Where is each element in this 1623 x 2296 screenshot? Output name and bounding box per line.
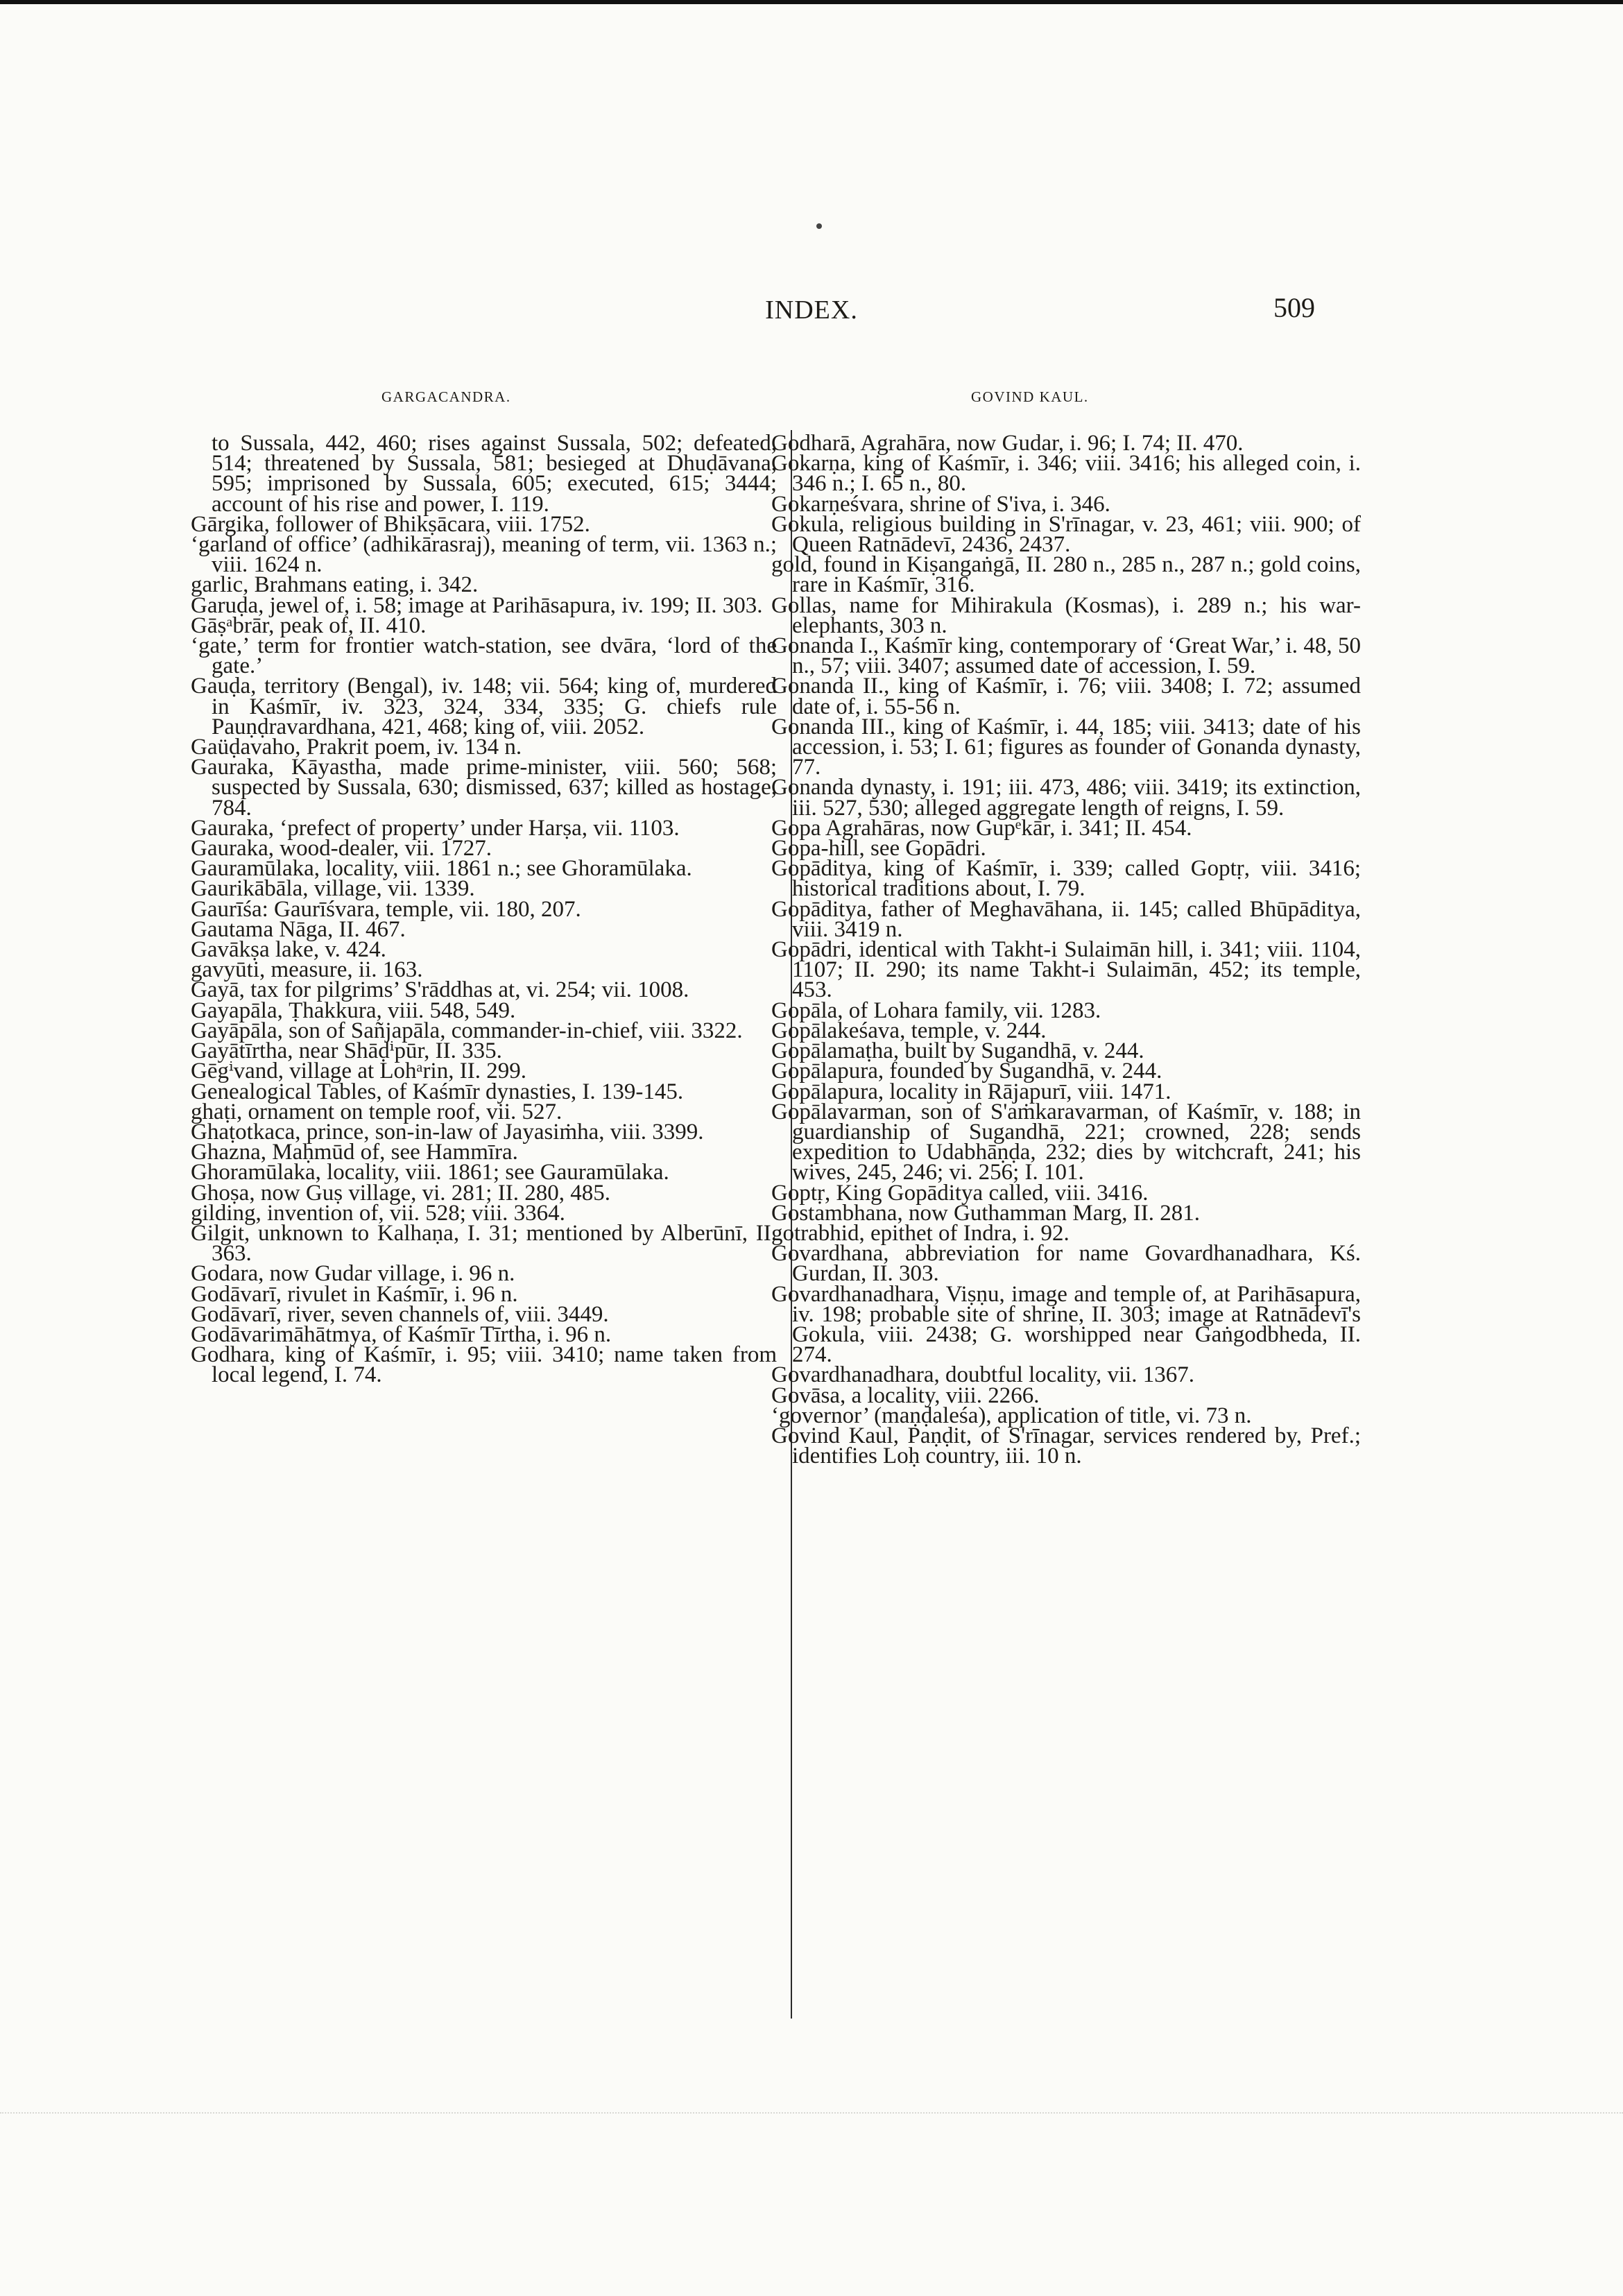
index-entry: Godharā, Agrahāra, now Gudar, i. 96; I. 74; II. 470. [771,431,1244,456]
index-entry: Govardhanadhara, doubtful locality, vii. 1367. [771,1362,1195,1388]
index-entry: ghaṭi, ornament on temple roof, vii. 527. [191,1099,563,1124]
right-column [771,431,1361,1469]
index-entry: Gollas, name for Mihirakula (Kosmas), i. 289 n.; his war-elephants, 303 n. [771,592,1361,638]
index-entry: Gaurīśa: Gaurīśvara, temple, vii. 180, 207. [191,896,581,922]
index-entry: Gopālakeśava, temple, v. 244. [771,1018,1047,1043]
ink-speck [816,223,822,229]
index-entry: Gopa Agrahāras, now Gupᵉkār, i. 341; II. 454. [771,815,1192,841]
index-entry: garlic, Brahmans eating, i. 342. [191,572,479,598]
left-column [191,431,777,1388]
index-entry: Gopālapura, founded by Sugandhā, v. 244. [771,1059,1162,1084]
index-entry: Godara, now Gudar village, i. 96 n. [191,1261,515,1287]
index-entry: Gopālamaṭha, built by Sugandhā, v. 244. [771,1038,1144,1064]
index-entry: gotrabhid, epithet of Indra, i. 92. [771,1220,1070,1246]
index-entry: Gonanda II., king of Kaśmīr, i. 76; viii. 3408; I. 72; assumed date of, i. 55-56 n. [771,674,1361,719]
index-entry: Gaüḍavaho, Prakrit poem, iv. 134 n. [191,735,522,760]
index-entry: Gautama Nāga, II. 467. [191,916,406,942]
index-entry: Gokarṇa, king of Kaśmīr, i. 346; viii. 3416; his alleged coin, i. 346 n.; I. 65 n., 80. [771,451,1361,497]
index-entry: Gauraka, Kāyastha, made prime-minister, viii. 560; 568; suspected by Sussala, 630; dismissed, 637; killed as hostage, 784. [191,755,777,821]
index-entry: gold, found in Kiṣangaṅgā, II. 280 n., 285 n., 287 n.; gold coins, rare in Kaśmīr, 316. [771,552,1361,598]
index-entry: Gopāla, of Lohara family, vii. 1283. [771,997,1101,1023]
index-entry: Gopa-hill, see Gopādri. [771,836,986,862]
index-entry: Gopādri, identical with Takht-i Sulaimān hill, i. 341; viii. 1104, 1107; II. 290; its name Takht-i Sulaimān, 452; its temple, 453. [771,937,1361,1003]
index-entry: Goptṛ, King Gopāditya called, viii. 3416. [771,1180,1149,1206]
index-entry: Gauraka, ‘prefect of property’ under Harṣa, vii. 1103. [191,815,680,841]
index-entry: Ghoramūlaka, locality, viii. 1861; see Gauramūlaka. [191,1160,669,1185]
index-entry: Gauraka, wood-dealer, vii. 1727. [191,836,492,862]
index-entry: Gaurikābāla, village, vii. 1339. [191,876,475,902]
index-entry: Ghoṣa, now Guṣ village, vi. 281; II. 280, 485. [191,1180,610,1206]
index-entry: Gauḍa, territory (Bengal), iv. 148; vii. 564; king of, murdered in Kaśmīr, iv. 323, 324, 334, 335; G. chiefs rule Pauṇḍravardhana, 421, 468; king of, viii. 2052. [191,674,777,739]
index-entry: Govāsa, a locality, viii. 2266. [771,1382,1040,1408]
top-border-line [0,0,1623,4]
index-entry: Gauramūlaka, locality, viii. 1861 n.; see Ghoramūlaka. [191,856,692,882]
index-entry: to Sussala, 442, 460; rises against Sussala, 502; defeated, 514; threatened by Sussala, 581; besieged at Dhuḍāvana, 595; imprisoned by Sussala, 605; executed, 615; 3444; account of his rise and power, I. 119. [212,431,777,517]
index-entry: Godāvarī, rivulet in Kaśmīr, i. 96 n. [191,1281,518,1307]
index-entry: Gopālapura, locality in Rājapurī, viii. 1471. [771,1079,1171,1104]
index-entry: Govind Kaul, Paṇḍit, of S'rīnagar, services rendered by, Pref.; identifies Loḥ country, iii. 10 n. [771,1423,1361,1469]
running-head: INDEX. [765,295,858,325]
right-column-head: GOVIND KAUL. [971,388,1089,405]
index-entry: Gayapāla, Ṭhakkura, viii. 548, 549. [191,997,516,1023]
index-entry: Govardhana, abbreviation for name Govardhanadhara, Kś. Gurdan, II. 303. [771,1241,1361,1287]
index-entry: Ghaṭotkaca, prince, son-in-law of Jayasiṁha, viii. 3399. [191,1119,704,1145]
page-number: 509 [1273,292,1315,323]
index-entry: Gopāditya, father of Meghavāhana, ii. 145; called Bhūpāditya, viii. 3419 n. [771,896,1361,942]
index-entry: Gāṣᵃbrār, peak of, II. 410. [191,612,427,638]
index-entry: Genealogical Tables, of Kaśmīr dynasties, I. 139-145. [191,1079,684,1104]
index-entry: ‘governor’ (maṇḍaleśa), application of title, vi. 73 n. [771,1403,1252,1428]
index-entry: Gēgⁱvand, village at Lohᵃrin, II. 299. [191,1059,526,1084]
index-entry: Gavākṣa lake, v. 424. [191,937,386,963]
index-entry: Govardhanadhara, Viṣṇu, image and temple of, at Parihāsapura, iv. 198; probable site of shrine, II. 303; image at Ratnādevī's Gokula, viii. 2438; G. worshipped near Gaṅgodbheda, II. 274. [771,1281,1361,1368]
index-entry: Gonanda III., king of Kaśmīr, i. 44, 185; viii. 3413; date of his accession, i. 53; I. 61; figures as founder of Gonanda dynasty, 77. [771,714,1361,780]
index-entry: Godāvarī, river, seven channels of, viii. 3449. [191,1301,609,1327]
index-entry: Gayātīrtha, near Shāḍⁱpūr, II. 335. [191,1038,502,1064]
scan-edge-noise [0,2112,1623,2118]
index-entry: Ghazna, Maḥmūd of, see Hammīra. [191,1140,518,1165]
index-entry: Gayāpāla, son of Sañjapāla, commander-in-chief, viii. 3322. [191,1018,743,1043]
index-entry: ‘garland of office’ (adhikārasraj), meaning of term, vii. 1363 n.; viii. 1624 n. [191,532,777,578]
left-column-head: GARGACANDRA. [381,388,511,405]
index-entry: Godāvarimāhātmya, of Kaśmīr Tīrtha, i. 96 n. [191,1321,612,1347]
index-entry: ‘gate,’ term for frontier watch-station, see dvāra, ‘lord of the gate.’ [191,633,777,679]
index-entry: gilding, invention of, vii. 528; viii. 3364. [191,1200,565,1226]
index-entry: Gilgit, unknown to Kalhaṇa, I. 31; mentioned by Alberūnī, II. 363. [191,1220,777,1267]
index-entry: Godhara, king of Kaśmīr, i. 95; viii. 3410; name taken from local legend, I. 74. [191,1342,777,1388]
index-entry: Gostambhana, now Guthamman Marg, II. 281. [771,1200,1201,1226]
index-entry: Gokula, religious building in S'rīnagar, v. 23, 461; viii. 900; of Queen Ratnādevī, 2436, 2437. [771,511,1361,558]
index-entry: Gārgika, follower of Bhikṣācara, viii. 1752. [191,511,590,537]
index-entry: Gopāditya, king of Kaśmīr, i. 339; called Goptṛ, viii. 3416; historical traditions about, I. 79. [771,856,1361,902]
index-entry: Gopālavarman, son of S'aṁkaravarman, of Kaśmīr, v. 188; in guardianship of Sugandhā, 221; crowned, 228; sends expedition to Udabhāṇḍa, 232; dies by witchcraft, 241; his wives, 245, 246; vi. 256; I. 101. [771,1099,1361,1185]
index-entry: gavyūti, measure, ii. 163. [191,957,423,983]
index-entry: Gokarṇeśvara, shrine of S'iva, i. 346. [771,491,1110,517]
index-entry: Gonanda dynasty, i. 191; iii. 473, 486; viii. 3419; its extinction, iii. 527, 530; alleged aggregate length of reigns, I. 59. [771,775,1361,821]
index-entry: Garuḍa, jewel of, i. 58; image at Parihāsapura, iv. 199; II. 303. [191,592,763,618]
index-entry: Gayā, tax for pilgrims’ S'rāddhas at, vi. 254; vii. 1008. [191,977,689,1003]
index-entry: Gonanda I., Kaśmīr king, contemporary of ‘Great War,’ i. 48, 50 n., 57; viii. 3407; assumed date of accession, I. 59. [771,633,1361,679]
